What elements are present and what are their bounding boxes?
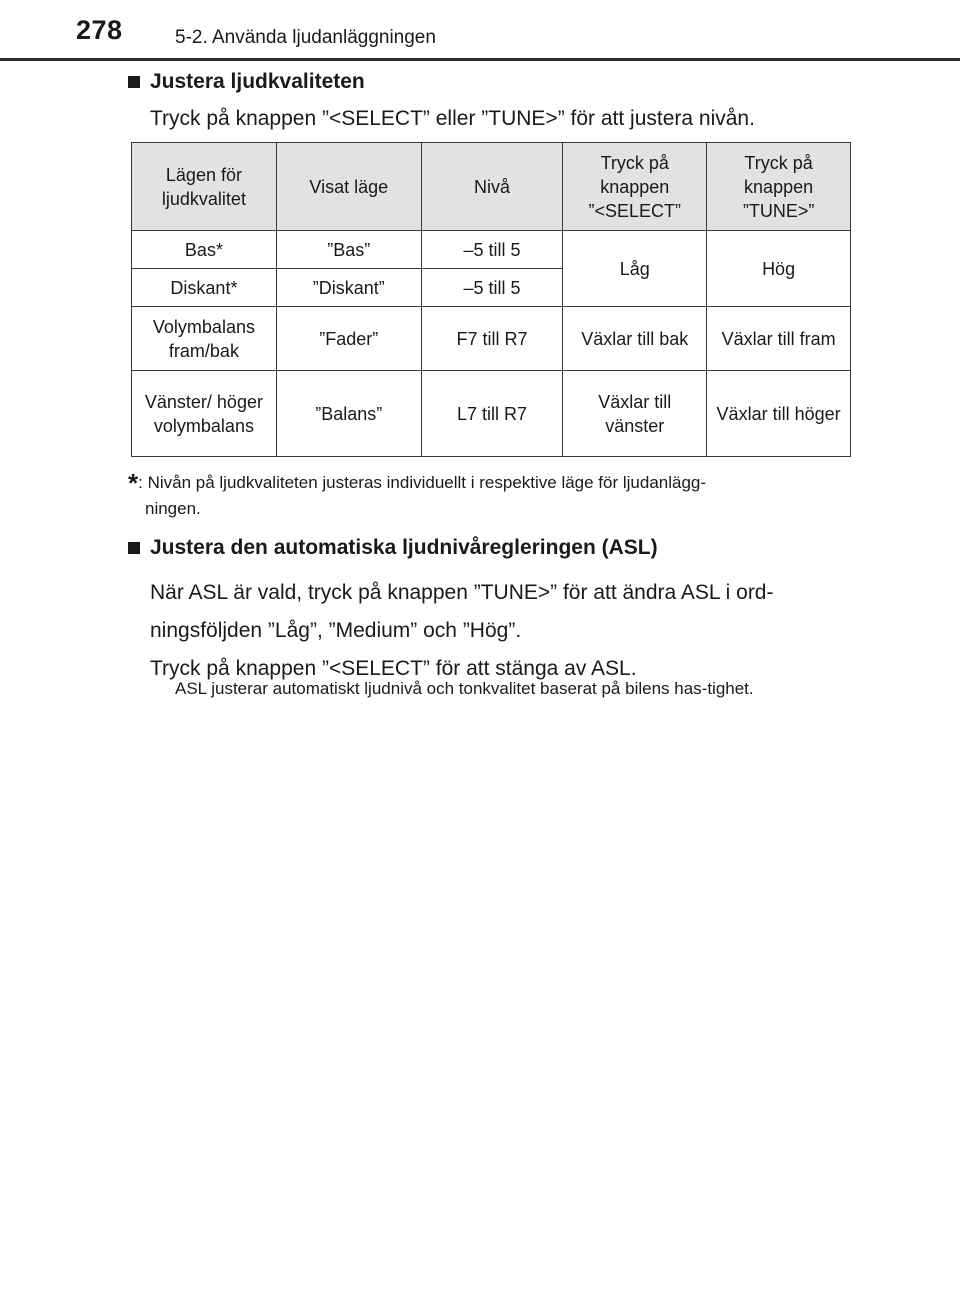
- asl-off-paragraph: Tryck på knappen ”<SELECT” för att stänga av ASL.: [150, 657, 637, 680]
- table-header-cell: Tryck på knappen ”<SELECT”: [563, 143, 707, 231]
- footnote-text-continued: ningen.: [145, 499, 201, 518]
- table-cell: Växlar till bak: [563, 307, 707, 371]
- table-cell: Låg: [563, 231, 707, 307]
- header-divider: [0, 58, 960, 61]
- section-heading: Justera den automatiska ljudnivåregleringen (ASL): [150, 536, 658, 559]
- footnote: [128, 470, 840, 522]
- table-row: [132, 307, 851, 371]
- table-cell: Växlar till fram: [707, 307, 851, 371]
- table-header-cell: Visat läge: [276, 143, 421, 231]
- square-bullet-icon: [128, 76, 140, 88]
- table-cell: Växlar till vänster: [563, 371, 707, 457]
- table-cell: Växlar till höger: [707, 371, 851, 457]
- table-cell: –5 till 5: [421, 269, 563, 307]
- table-cell: F7 till R7: [421, 307, 563, 371]
- table-cell: Vänster/ höger volymbalans: [132, 371, 277, 457]
- table-cell: L7 till R7: [421, 371, 563, 457]
- table-cell: ”Balans”: [276, 371, 421, 457]
- table-cell: –5 till 5: [421, 231, 563, 269]
- section-asl: [128, 536, 828, 686]
- table-cell: Bas*: [132, 231, 277, 269]
- table-row: [132, 231, 851, 269]
- table-row: [132, 371, 851, 457]
- table-cell: ”Bas”: [276, 231, 421, 269]
- section-title: 5-2. Använda ljudanläggningen: [175, 27, 436, 48]
- asl-paragraph-continued: ningsföljden ”Låg”, ”Medium” och ”Hög”.: [150, 619, 522, 642]
- table-cell: Diskant*: [132, 269, 277, 307]
- square-bullet-icon: [128, 542, 140, 554]
- asl-note: ASL justerar automatiskt ljudnivå och tonkvalitet baserat på bilens has-tighet.: [175, 679, 754, 698]
- page-number: 278: [76, 15, 123, 45]
- instruction-text: Tryck på knappen ”<SELECT” eller ”TUNE>” för att justera nivån.: [150, 107, 755, 130]
- page-header: [0, 0, 960, 62]
- table-header-cell: Nivå: [421, 143, 563, 231]
- table-header-cell: Lägen för ljudkvalitet: [132, 143, 277, 231]
- footnote-marker: *: [128, 468, 139, 498]
- footnote-text: : Nivån på ljudkvaliteten justeras individuellt i respektive läge för ljudanlägg-: [138, 473, 707, 492]
- sound-quality-table: [131, 142, 851, 457]
- table-cell: ”Fader”: [276, 307, 421, 371]
- table-cell: Volymbalans fram/bak: [132, 307, 277, 371]
- section-heading: Justera ljudkvaliteten: [150, 70, 365, 93]
- table-cell: ”Diskant”: [276, 269, 421, 307]
- asl-paragraph: När ASL är vald, tryck på knappen ”TUNE>” för att ändra ASL i ord-: [150, 581, 774, 604]
- section-sound-quality: [128, 70, 828, 136]
- table-header-cell: Tryck på knappen ”TUNE>”: [707, 143, 851, 231]
- table-header-row: [132, 143, 851, 231]
- table-cell: Hög: [707, 231, 851, 307]
